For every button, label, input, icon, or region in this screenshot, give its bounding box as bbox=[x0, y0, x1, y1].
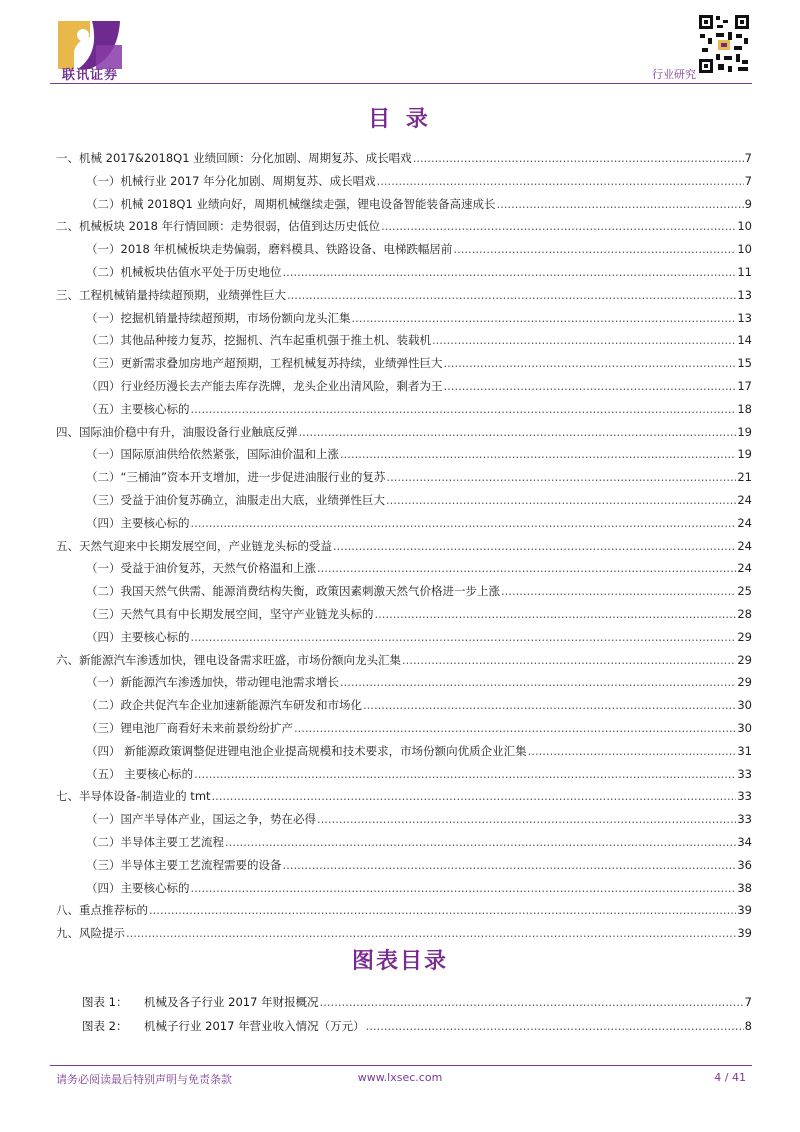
toc-entry[interactable] bbox=[56, 717, 752, 740]
website-link[interactable]: www.lxsec.com bbox=[357, 1071, 443, 1084]
toc-leader-dots bbox=[191, 398, 737, 421]
toc-leader-dots bbox=[126, 922, 736, 945]
toc-leader-dots bbox=[377, 170, 744, 193]
toc-entry-text: （二）我国天然气供需、能源消费结构失衡，政策因素刺激天然气价格进一步上涨 bbox=[86, 584, 500, 599]
toc-leader-dots bbox=[444, 375, 737, 398]
toc-entry-text: （二）机械板块估值水平处于历史地位 bbox=[86, 264, 282, 279]
toc-entry-page: 39 bbox=[737, 903, 752, 918]
toc-leader-dots bbox=[287, 284, 736, 307]
toc-entry[interactable] bbox=[56, 170, 752, 193]
toc-entry-page: 38 bbox=[737, 880, 752, 895]
toc-entry-page: 29 bbox=[737, 652, 752, 667]
toc-entry-text: （一）国产半导体产业，国运之争，势在必得 bbox=[86, 812, 316, 827]
figure-entry-text: 机械及各子行业 2017 年财报概况 bbox=[144, 995, 319, 1009]
footer-divider bbox=[50, 1065, 752, 1066]
toc-leader-dots bbox=[528, 740, 737, 763]
toc-entry-text: （四）主要核心标的 bbox=[86, 515, 190, 530]
toc-leader-dots bbox=[333, 535, 736, 558]
toc-entry-page: 33 bbox=[737, 812, 752, 827]
report-category: 行业研究 bbox=[652, 68, 696, 81]
toc-leader-dots bbox=[496, 193, 743, 216]
toc-entry-text: （一）机械行业 2017 年分化加剧、周期复苏、成长唱戏 bbox=[86, 173, 376, 188]
figure-entry-label: 图表 1： bbox=[82, 995, 128, 1009]
toc-entry-text: （四） 新能源政策调整促进锂电池企业提高规模和技术要求，市场份额向优质企业汇集 bbox=[86, 743, 527, 758]
toc-entry-text: 六、新能源汽车渗透加快，锂电设备需求旺盛，市场份额向龙头汇集 bbox=[56, 652, 401, 667]
toc-leader-dots bbox=[283, 854, 737, 877]
toc-leader-dots bbox=[432, 329, 736, 352]
toc-entry-text: 八、重点推荐标的 bbox=[56, 903, 148, 918]
toc-entry-text: （三）更新需求叠加房地产超预期，工程机械复苏持续，业绩弹性巨大 bbox=[86, 356, 443, 371]
toc-entry[interactable] bbox=[56, 489, 752, 512]
toc-entry-page: 13 bbox=[737, 287, 752, 302]
toc-entry[interactable] bbox=[56, 831, 752, 854]
figure-entry-label: 图表 2： bbox=[82, 1019, 128, 1033]
toc-leader-dots bbox=[149, 899, 736, 922]
toc-leader-dots bbox=[317, 808, 736, 831]
toc-entry[interactable] bbox=[56, 877, 752, 900]
toc-leader-dots bbox=[317, 557, 736, 580]
toc-entry-page: 10 bbox=[737, 219, 752, 234]
table-of-contents bbox=[56, 147, 752, 945]
toc-entry-text: 七、半导体设备-制造业的 tmt bbox=[56, 789, 211, 804]
toc-leader-dots bbox=[352, 307, 737, 330]
toc-entry-text: （三）半导体主要工艺流程需要的设备 bbox=[86, 857, 282, 872]
toc-entry-page: 30 bbox=[737, 698, 752, 713]
figure-leader-dots bbox=[320, 990, 744, 1014]
toc-entry-text: （三）天然气具有中长期发展空间，坚守产业链龙头标的 bbox=[86, 606, 374, 621]
toc-entry-page: 29 bbox=[737, 675, 752, 690]
toc-leader-dots bbox=[191, 877, 737, 900]
toc-entry-page: 9 bbox=[744, 196, 752, 211]
toc-entry-text: （二）机械 2018Q1 业绩向好，周期机械继续走强，锂电设备智能装备高速成长 bbox=[86, 196, 496, 211]
toc-entry[interactable] bbox=[56, 854, 752, 877]
figure-list-title: 图表目录 bbox=[351, 949, 448, 974]
toc-entry-page: 34 bbox=[737, 834, 752, 849]
toc-entry[interactable] bbox=[56, 740, 752, 763]
toc-entry[interactable] bbox=[56, 580, 752, 603]
toc-entry-text: 九、风险提示 bbox=[56, 926, 125, 941]
toc-entry-text: （四）行业经历漫长去产能去库存洗牌，龙头企业出清风险，剩者为王 bbox=[86, 378, 443, 393]
toc-entry-text: （二）政企共促汽车企业加速新能源汽车研发和市场化 bbox=[86, 698, 362, 713]
toc-leader-dots bbox=[340, 443, 736, 466]
toc-entry[interactable] bbox=[56, 671, 752, 694]
toc-entry-page: 24 bbox=[737, 492, 752, 507]
toc-entry-text: 四、国际油价稳中有升，油服设备行业触底反弹 bbox=[56, 424, 298, 439]
toc-entry-page: 7 bbox=[744, 173, 752, 188]
brand-name: 联讯证券 bbox=[61, 68, 118, 83]
toc-entry[interactable] bbox=[56, 375, 752, 398]
toc-entry-text: （四）主要核心标的 bbox=[86, 880, 190, 895]
toc-entry-text: （二）半导体主要工艺流程 bbox=[86, 834, 224, 849]
toc-entry[interactable] bbox=[56, 649, 752, 672]
toc-entry-page: 31 bbox=[737, 743, 752, 758]
toc-leader-dots bbox=[444, 352, 737, 375]
toc-entry[interactable] bbox=[56, 763, 752, 786]
figure-entry[interactable] bbox=[82, 990, 752, 1014]
toc-entry-page: 14 bbox=[737, 333, 752, 348]
toc-entry[interactable] bbox=[56, 694, 752, 717]
toc-entry[interactable] bbox=[56, 603, 752, 626]
toc-leader-dots bbox=[386, 466, 736, 489]
toc-entry-page: 15 bbox=[737, 356, 752, 371]
toc-entry-text: 二、机械板块 2018 年行情回顾：走势很弱，估值到达历史低位 bbox=[56, 219, 381, 234]
toc-entry-text: （一）受益于油价复苏，天然气价格温和上涨 bbox=[86, 561, 316, 576]
toc-entry-page: 33 bbox=[737, 789, 752, 804]
toc-leader-dots bbox=[283, 261, 737, 284]
toc-entry-page: 7 bbox=[744, 151, 752, 165]
toc-entry-page: 18 bbox=[737, 401, 752, 416]
page-number: 4 / 41 bbox=[714, 1071, 746, 1084]
toc-entry[interactable] bbox=[56, 147, 752, 170]
toc-leader-dots bbox=[340, 671, 736, 694]
toc-entry-page: 28 bbox=[737, 606, 752, 621]
toc-entry-page: 17 bbox=[737, 378, 752, 393]
toc-entry-page: 10 bbox=[737, 242, 752, 257]
toc-entry[interactable] bbox=[56, 238, 752, 261]
toc-entry[interactable] bbox=[56, 398, 752, 421]
toc-entry[interactable] bbox=[56, 899, 752, 922]
toc-leader-dots bbox=[294, 717, 736, 740]
toc-entry-page: 19 bbox=[737, 424, 752, 439]
toc-leader-dots bbox=[501, 580, 736, 603]
toc-leader-dots bbox=[413, 147, 744, 170]
toc-entry-page: 19 bbox=[737, 447, 752, 462]
toc-entry-page: 25 bbox=[737, 584, 752, 599]
header-divider bbox=[50, 83, 752, 84]
toc-entry[interactable] bbox=[56, 329, 752, 352]
figure-leader-dots bbox=[366, 1014, 744, 1038]
toc-entry-text: （二）“三桶油”资本开支增加，进一步促进油服行业的复苏 bbox=[86, 470, 386, 485]
toc-entry-page: 24 bbox=[737, 561, 752, 576]
toc-entry[interactable] bbox=[56, 193, 752, 216]
toc-entry[interactable] bbox=[56, 785, 752, 808]
toc-entry[interactable] bbox=[56, 512, 752, 535]
toc-entry-text: （五）主要核心标的 bbox=[86, 401, 190, 416]
toc-leader-dots bbox=[375, 603, 737, 626]
toc-leader-dots bbox=[453, 238, 736, 261]
toc-entry-text: 五、天然气迎来中长期发展空间，产业链龙头标的受益 bbox=[56, 538, 332, 553]
toc-entry[interactable] bbox=[56, 922, 752, 945]
toc-entry-page: 29 bbox=[737, 629, 752, 644]
toc-leader-dots bbox=[381, 215, 736, 238]
toc-leader-dots bbox=[212, 785, 737, 808]
toc-entry-page: 24 bbox=[737, 515, 752, 530]
toc-entry[interactable] bbox=[56, 535, 752, 558]
toc-entry-text: （一）挖掘机销量持续超预期，市场份额向龙头汇集 bbox=[86, 310, 351, 325]
toc-entry-page: 39 bbox=[737, 926, 752, 941]
toc-entry-text: （五） 主要核心标的 bbox=[86, 766, 194, 781]
qr-code-icon bbox=[698, 14, 750, 74]
figure-list bbox=[82, 990, 752, 1038]
toc-entry[interactable] bbox=[56, 443, 752, 466]
figure-entry-page: 7 bbox=[744, 995, 752, 1009]
figure-entry-text: 机械子行业 2017 年营业收入情况（万元） bbox=[144, 1019, 365, 1033]
disclaimer-link[interactable]: 请务必阅读最后特别声明与免责条款 bbox=[56, 1073, 232, 1086]
toc-entry[interactable] bbox=[56, 466, 752, 489]
toc-entry[interactable] bbox=[56, 808, 752, 831]
figure-entry-page: 8 bbox=[744, 1019, 752, 1033]
toc-entry[interactable] bbox=[56, 215, 752, 238]
toc-entry-page: 21 bbox=[737, 470, 752, 485]
toc-entry-text: （一）新能源汽车渗透加快，带动锂电池需求增长 bbox=[86, 675, 339, 690]
toc-entry-text: （一）国际原油供给依然紧张，国际油价温和上涨 bbox=[86, 447, 339, 462]
toc-entry-text: （一）2018 年机械板块走势偏弱，磨料模具、铁路设备、电梯跌幅居前 bbox=[86, 242, 453, 257]
toc-entry-text: 一、机械 2017&2018Q1 业绩回顾：分化加剧、周期复苏、成长唱戏 bbox=[56, 151, 412, 165]
toc-entry[interactable] bbox=[56, 261, 752, 284]
toc-entry-text: （三）受益于油价复苏确立，油服走出大底，业绩弹性巨大 bbox=[86, 492, 385, 507]
figure-entry[interactable] bbox=[82, 1014, 752, 1038]
toc-leader-dots bbox=[386, 489, 736, 512]
toc-leader-dots bbox=[191, 626, 737, 649]
toc-entry-text: （四）主要核心标的 bbox=[86, 629, 190, 644]
toc-entry-text: （三）锂电池厂商看好未来前景纷纷扩产 bbox=[86, 720, 293, 735]
toc-entry-page: 33 bbox=[737, 766, 752, 781]
toc-entry-page: 13 bbox=[737, 310, 752, 325]
toc-entry-page: 24 bbox=[737, 538, 752, 553]
toc-entry[interactable] bbox=[56, 307, 752, 330]
toc-leader-dots bbox=[299, 421, 737, 444]
toc-leader-dots bbox=[191, 512, 737, 535]
toc-title: 目 录 bbox=[368, 107, 432, 132]
toc-entry[interactable] bbox=[56, 284, 752, 307]
toc-entry-page: 36 bbox=[737, 857, 752, 872]
toc-leader-dots bbox=[225, 831, 736, 854]
toc-leader-dots bbox=[363, 694, 736, 717]
toc-entry[interactable] bbox=[56, 626, 752, 649]
toc-entry-page: 11 bbox=[737, 264, 752, 279]
toc-entry[interactable] bbox=[56, 352, 752, 375]
toc-entry[interactable] bbox=[56, 421, 752, 444]
toc-entry[interactable] bbox=[56, 557, 752, 580]
toc-entry-page: 30 bbox=[737, 720, 752, 735]
toc-entry-text: 三、工程机械销量持续超预期，业绩弹性巨大 bbox=[56, 287, 286, 302]
toc-leader-dots bbox=[194, 763, 736, 786]
toc-entry-text: （二）其他品种接力复苏，挖掘机、汽车起重机强于推土机、装载机 bbox=[86, 333, 431, 348]
toc-leader-dots bbox=[402, 649, 736, 672]
